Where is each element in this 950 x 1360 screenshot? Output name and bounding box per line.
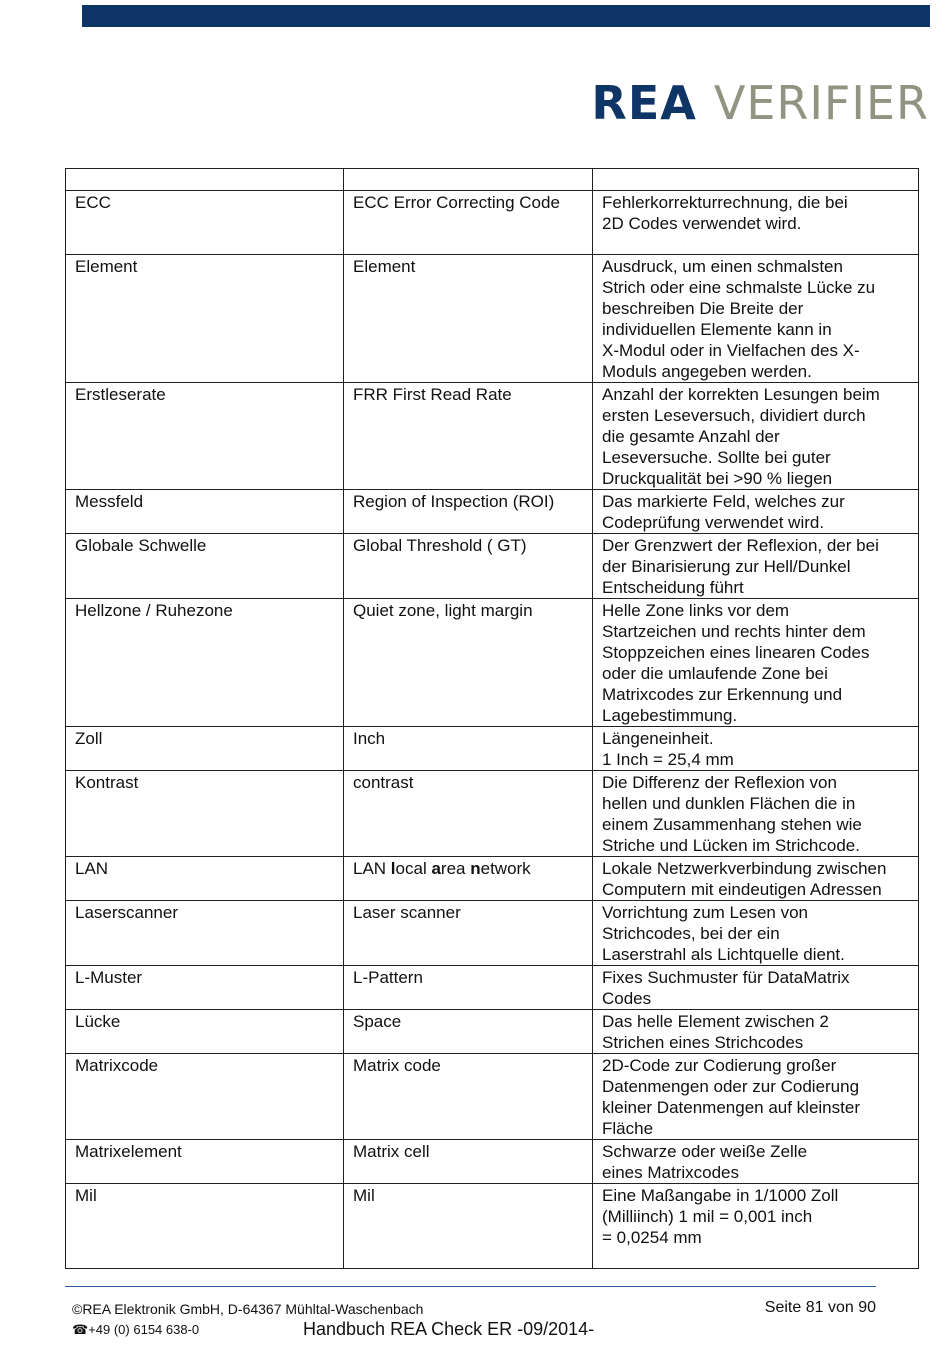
term-description: 2D-Code zur Codierung großer Datenmengen oder zur Codierung kleiner Datenmengen auf kleinster Fläche bbox=[593, 1054, 919, 1140]
term-description: Längeneinheit. 1 Inch = 25,4 mm bbox=[593, 727, 919, 771]
table-row bbox=[66, 490, 919, 534]
footer-page-number: Seite 81 von 90 bbox=[764, 1299, 876, 1316]
term-german: Kontrast bbox=[66, 771, 344, 857]
term-german: Matrixelement bbox=[66, 1140, 344, 1184]
table-row bbox=[66, 1054, 919, 1140]
term-german: L-Muster bbox=[66, 966, 344, 1010]
lan-ocal: ocal bbox=[395, 859, 432, 878]
table-row bbox=[66, 383, 919, 490]
term-description: Das markierte Feld, welches zur Codeprüfung verwendet wird. bbox=[593, 490, 919, 534]
table-row bbox=[66, 191, 919, 255]
term-english: ECC Error Correcting Code bbox=[344, 191, 593, 255]
term-description: Fehlerkorrekturrechnung, die bei 2D Codes verwendet wird. bbox=[593, 191, 919, 255]
term-english: Region of Inspection (ROI) bbox=[344, 490, 593, 534]
term-description: Der Grenzwert der Reflexion, der bei der Binarisierung zur Hell/Dunkel Entscheidung führt bbox=[593, 534, 919, 599]
term-english: L-Pattern bbox=[344, 966, 593, 1010]
term-english: Matrix cell bbox=[344, 1140, 593, 1184]
term-description: Die Differenz der Reflexion von hellen und dunklen Flächen die in einem Zusammenhang stehen wie Striche und Lücken im Strichcode. bbox=[593, 771, 919, 857]
term-english: FRR First Read Rate bbox=[344, 383, 593, 490]
term-german: Globale Schwelle bbox=[66, 534, 344, 599]
lan-rea: rea bbox=[440, 859, 471, 878]
term-description: Eine Maßangabe in 1/1000 Zoll (Milliinch) 1 mil = 0,001 inch = 0,0254 mm bbox=[593, 1184, 919, 1269]
header-cell bbox=[66, 169, 344, 191]
term-german: Element bbox=[66, 255, 344, 383]
term-german: Matrixcode bbox=[66, 1054, 344, 1140]
rea-verifier-logo bbox=[591, 76, 929, 130]
term-german: Erstleserate bbox=[66, 383, 344, 490]
term-german: Mil bbox=[66, 1184, 344, 1269]
term-german: Messfeld bbox=[66, 490, 344, 534]
footer-manual-title: Handbuch REA Check ER -09/2014- bbox=[303, 1319, 595, 1339]
term-english: contrast bbox=[344, 771, 593, 857]
term-german: Lücke bbox=[66, 1010, 344, 1054]
footer-divider bbox=[65, 1286, 876, 1287]
table-row bbox=[66, 1010, 919, 1054]
lan-bold-l: l bbox=[390, 859, 396, 878]
term-description: Lokale Netzwerkverbindung zwischen Computern mit eindeutigen Adressen bbox=[593, 857, 919, 901]
table-row bbox=[66, 255, 919, 383]
term-german: Hellzone / Ruhezone bbox=[66, 599, 344, 727]
glossary-table bbox=[65, 168, 919, 1269]
logo-rea-text: REA bbox=[591, 76, 697, 130]
table-row bbox=[66, 534, 919, 599]
lan-bold-n: n bbox=[470, 859, 481, 878]
footer-phone: ☎+49 (0) 6154 638-0 bbox=[72, 1322, 200, 1337]
footer-company: ©REA Elektronik GmbH, D-64367 Mühltal-Waschenbach bbox=[72, 1301, 424, 1317]
term-english: Space bbox=[344, 1010, 593, 1054]
term-english: Quiet zone, light margin bbox=[344, 599, 593, 727]
term-description: Schwarze oder weiße Zelle eines Matrixcodes bbox=[593, 1140, 919, 1184]
table-row bbox=[66, 966, 919, 1010]
table-row bbox=[66, 1140, 919, 1184]
term-description: Vorrichtung zum Lesen von Strichcodes, bei der ein Laserstrahl als Lichtquelle dient. bbox=[593, 901, 919, 966]
term-english: Element bbox=[344, 255, 593, 383]
term-german: ECC bbox=[66, 191, 344, 255]
term-english: Matrix code bbox=[344, 1054, 593, 1140]
table-row bbox=[66, 1184, 919, 1269]
lan-prefix: LAN bbox=[353, 859, 391, 878]
term-english: Global Threshold ( GT) bbox=[344, 534, 593, 599]
lan-etwork: etwork bbox=[480, 859, 531, 878]
term-description: Das helle Element zwischen 2 Strichen eines Strichcodes bbox=[593, 1010, 919, 1054]
header-bar bbox=[82, 5, 930, 27]
term-description: Fixes Suchmuster für DataMatrix Codes bbox=[593, 966, 919, 1010]
lan-bold-a: a bbox=[431, 859, 441, 878]
header-cell bbox=[344, 169, 593, 191]
logo-verifier-text: VERIFIER bbox=[713, 76, 929, 130]
term-german: LAN bbox=[66, 857, 344, 901]
term-description: Anzahl der korrekten Lesungen beim ersten Leseversuch, dividiert durch die gesamte Anzahl der Leseversuche. Sollte bei guter Druckqualität bei >90 % liegen bbox=[593, 383, 919, 490]
table-row bbox=[66, 901, 919, 966]
table-row bbox=[66, 857, 919, 901]
term-english: Laser scanner bbox=[344, 901, 593, 966]
term-description: Helle Zone links vor dem Startzeichen und rechts hinter dem Stoppzeichen eines linearen Codes oder die umlaufende Zone bei Matrixcodes zur Erkennung und Lagebestimmung. bbox=[593, 599, 919, 727]
term-german: Laserscanner bbox=[66, 901, 344, 966]
term-english: Mil bbox=[344, 1184, 593, 1269]
term-description: Ausdruck, um einen schmalsten Strich oder eine schmalste Lücke zu beschreiben Die Breite der individuellen Elemente kann in X-Modul oder in Vielfachen des X- Moduls angegeben werden. bbox=[593, 255, 919, 383]
table-row bbox=[66, 599, 919, 727]
header-cell bbox=[593, 169, 919, 191]
table-row bbox=[66, 727, 919, 771]
term-german: Zoll bbox=[66, 727, 344, 771]
table-header-row bbox=[66, 169, 919, 191]
term-english: Inch bbox=[344, 727, 593, 771]
table-row bbox=[66, 771, 919, 857]
term-english bbox=[344, 857, 593, 901]
